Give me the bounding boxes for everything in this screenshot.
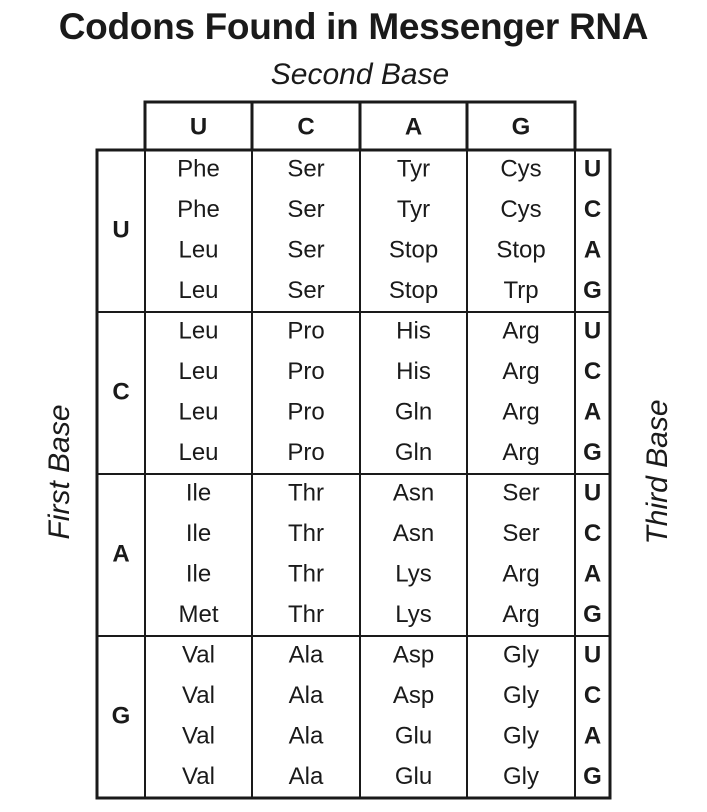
amino-acid-cell: Leu [178,439,219,467]
amino-acid-cell: Leu [178,398,219,426]
amino-acid-cell: Asp [392,641,435,669]
amino-acid-cell: Leu [178,236,219,264]
amino-acid-cell: Val [182,682,215,710]
amino-acid-cell: Thr [288,479,324,507]
amino-acid-cell: Ser [287,277,325,305]
amino-acid-cell: Glu [394,722,433,750]
amino-acid-cell: Pro [287,358,325,386]
amino-acid-cell: Ile [185,520,212,548]
first-base-header-c: C [112,378,130,406]
amino-acid-cell: Leu [178,358,219,386]
second-base-header-g: G [511,113,531,141]
amino-acid-cell: Arg [502,358,540,386]
third-base-label-u: U [583,479,602,507]
second-base-header-a: A [404,113,423,141]
amino-acid-cell: Ser [502,520,540,548]
amino-acid-cell: Arg [502,317,540,345]
amino-acid-cell: His [396,358,431,386]
amino-acid-cell: Ile [185,479,212,507]
page-title: Codons Found in Messenger RNA [58,6,649,47]
amino-acid-cell: Lys [395,601,432,629]
amino-acid-cell: Gly [503,682,539,710]
amino-acid-cell: Pro [287,317,325,345]
amino-acid-cell: Lys [395,560,432,588]
amino-acid-cell: Ser [287,196,325,224]
amino-acid-cell: Arg [502,560,540,588]
amino-acid-cell: Leu [178,277,219,305]
amino-acid-cell: Thr [288,601,324,629]
second-base-header-c: C [297,113,315,141]
third-base-label-c: C [583,682,602,710]
amino-acid-cell: Gly [503,763,539,791]
amino-acid-cell: Tyr [396,155,431,183]
third-base-label-u: U [583,317,602,345]
third-base-label-a: A [583,722,602,750]
first-base-header-u: U [112,216,130,244]
third-base-label-a: A [583,398,602,426]
amino-acid-cell: Gln [394,398,433,426]
first-base-header-g: G [111,702,131,730]
amino-acid-cell: Ala [288,763,324,791]
amino-acid-cell: Thr [288,520,324,548]
amino-acid-cell: Ala [288,682,324,710]
third-base-label-a: A [583,236,602,264]
third-base-label-c: C [583,196,602,224]
amino-acid-cell: Phe [177,155,220,183]
second-base-label: Second Base [270,58,450,91]
amino-acid-cell: Met [178,601,219,629]
amino-acid-cell: Leu [178,317,219,345]
amino-acid-cell: Gly [503,641,539,669]
amino-acid-cell: Ala [288,641,324,669]
amino-acid-cell: Val [182,722,215,750]
amino-acid-cell: Asn [392,520,435,548]
amino-acid-cell: Stop [388,277,439,305]
third-base-label-u: U [583,155,602,183]
third-base-label-g: G [583,601,602,629]
amino-acid-cell: Val [182,763,215,791]
amino-acid-cell: Thr [288,560,324,588]
amino-acid-cell: Phe [177,196,220,224]
third-base-label-c: C [583,520,602,548]
amino-acid-cell: Asn [392,479,435,507]
first-base-header-a: A [112,540,130,568]
third-base-label-a: A [583,560,602,588]
amino-acid-cell: Gln [394,439,433,467]
third-base-label: Third Base [641,399,674,545]
third-base-label-g: G [583,277,602,305]
amino-acid-cell: Arg [502,439,540,467]
amino-acid-cell: Glu [394,763,433,791]
amino-acid-cell: Pro [287,439,325,467]
amino-acid-cell: Ile [185,560,212,588]
third-base-label-g: G [583,439,602,467]
amino-acid-cell: Stop [388,236,439,264]
amino-acid-cell: Ser [287,236,325,264]
amino-acid-cell: Asp [392,682,435,710]
amino-acid-cell: Arg [502,601,540,629]
amino-acid-cell: Cys [500,196,542,224]
amino-acid-cell: Ala [288,722,324,750]
amino-acid-cell: His [396,317,431,345]
amino-acid-cell: Val [182,641,215,669]
third-base-label-g: G [583,763,602,791]
third-base-label-c: C [583,358,602,386]
amino-acid-cell: Stop [496,236,546,264]
amino-acid-cell: Arg [502,398,540,426]
amino-acid-cell: Trp [503,277,539,305]
amino-acid-cell: Gly [503,722,539,750]
amino-acid-cell: Pro [287,398,325,426]
second-base-header-u: U [189,113,208,141]
amino-acid-cell: Ser [502,479,540,507]
amino-acid-cell: Cys [500,155,542,183]
third-base-label-u: U [583,641,602,669]
amino-acid-cell: Tyr [396,196,431,224]
amino-acid-cell: Ser [287,155,325,183]
first-base-label: First Base [43,404,76,540]
